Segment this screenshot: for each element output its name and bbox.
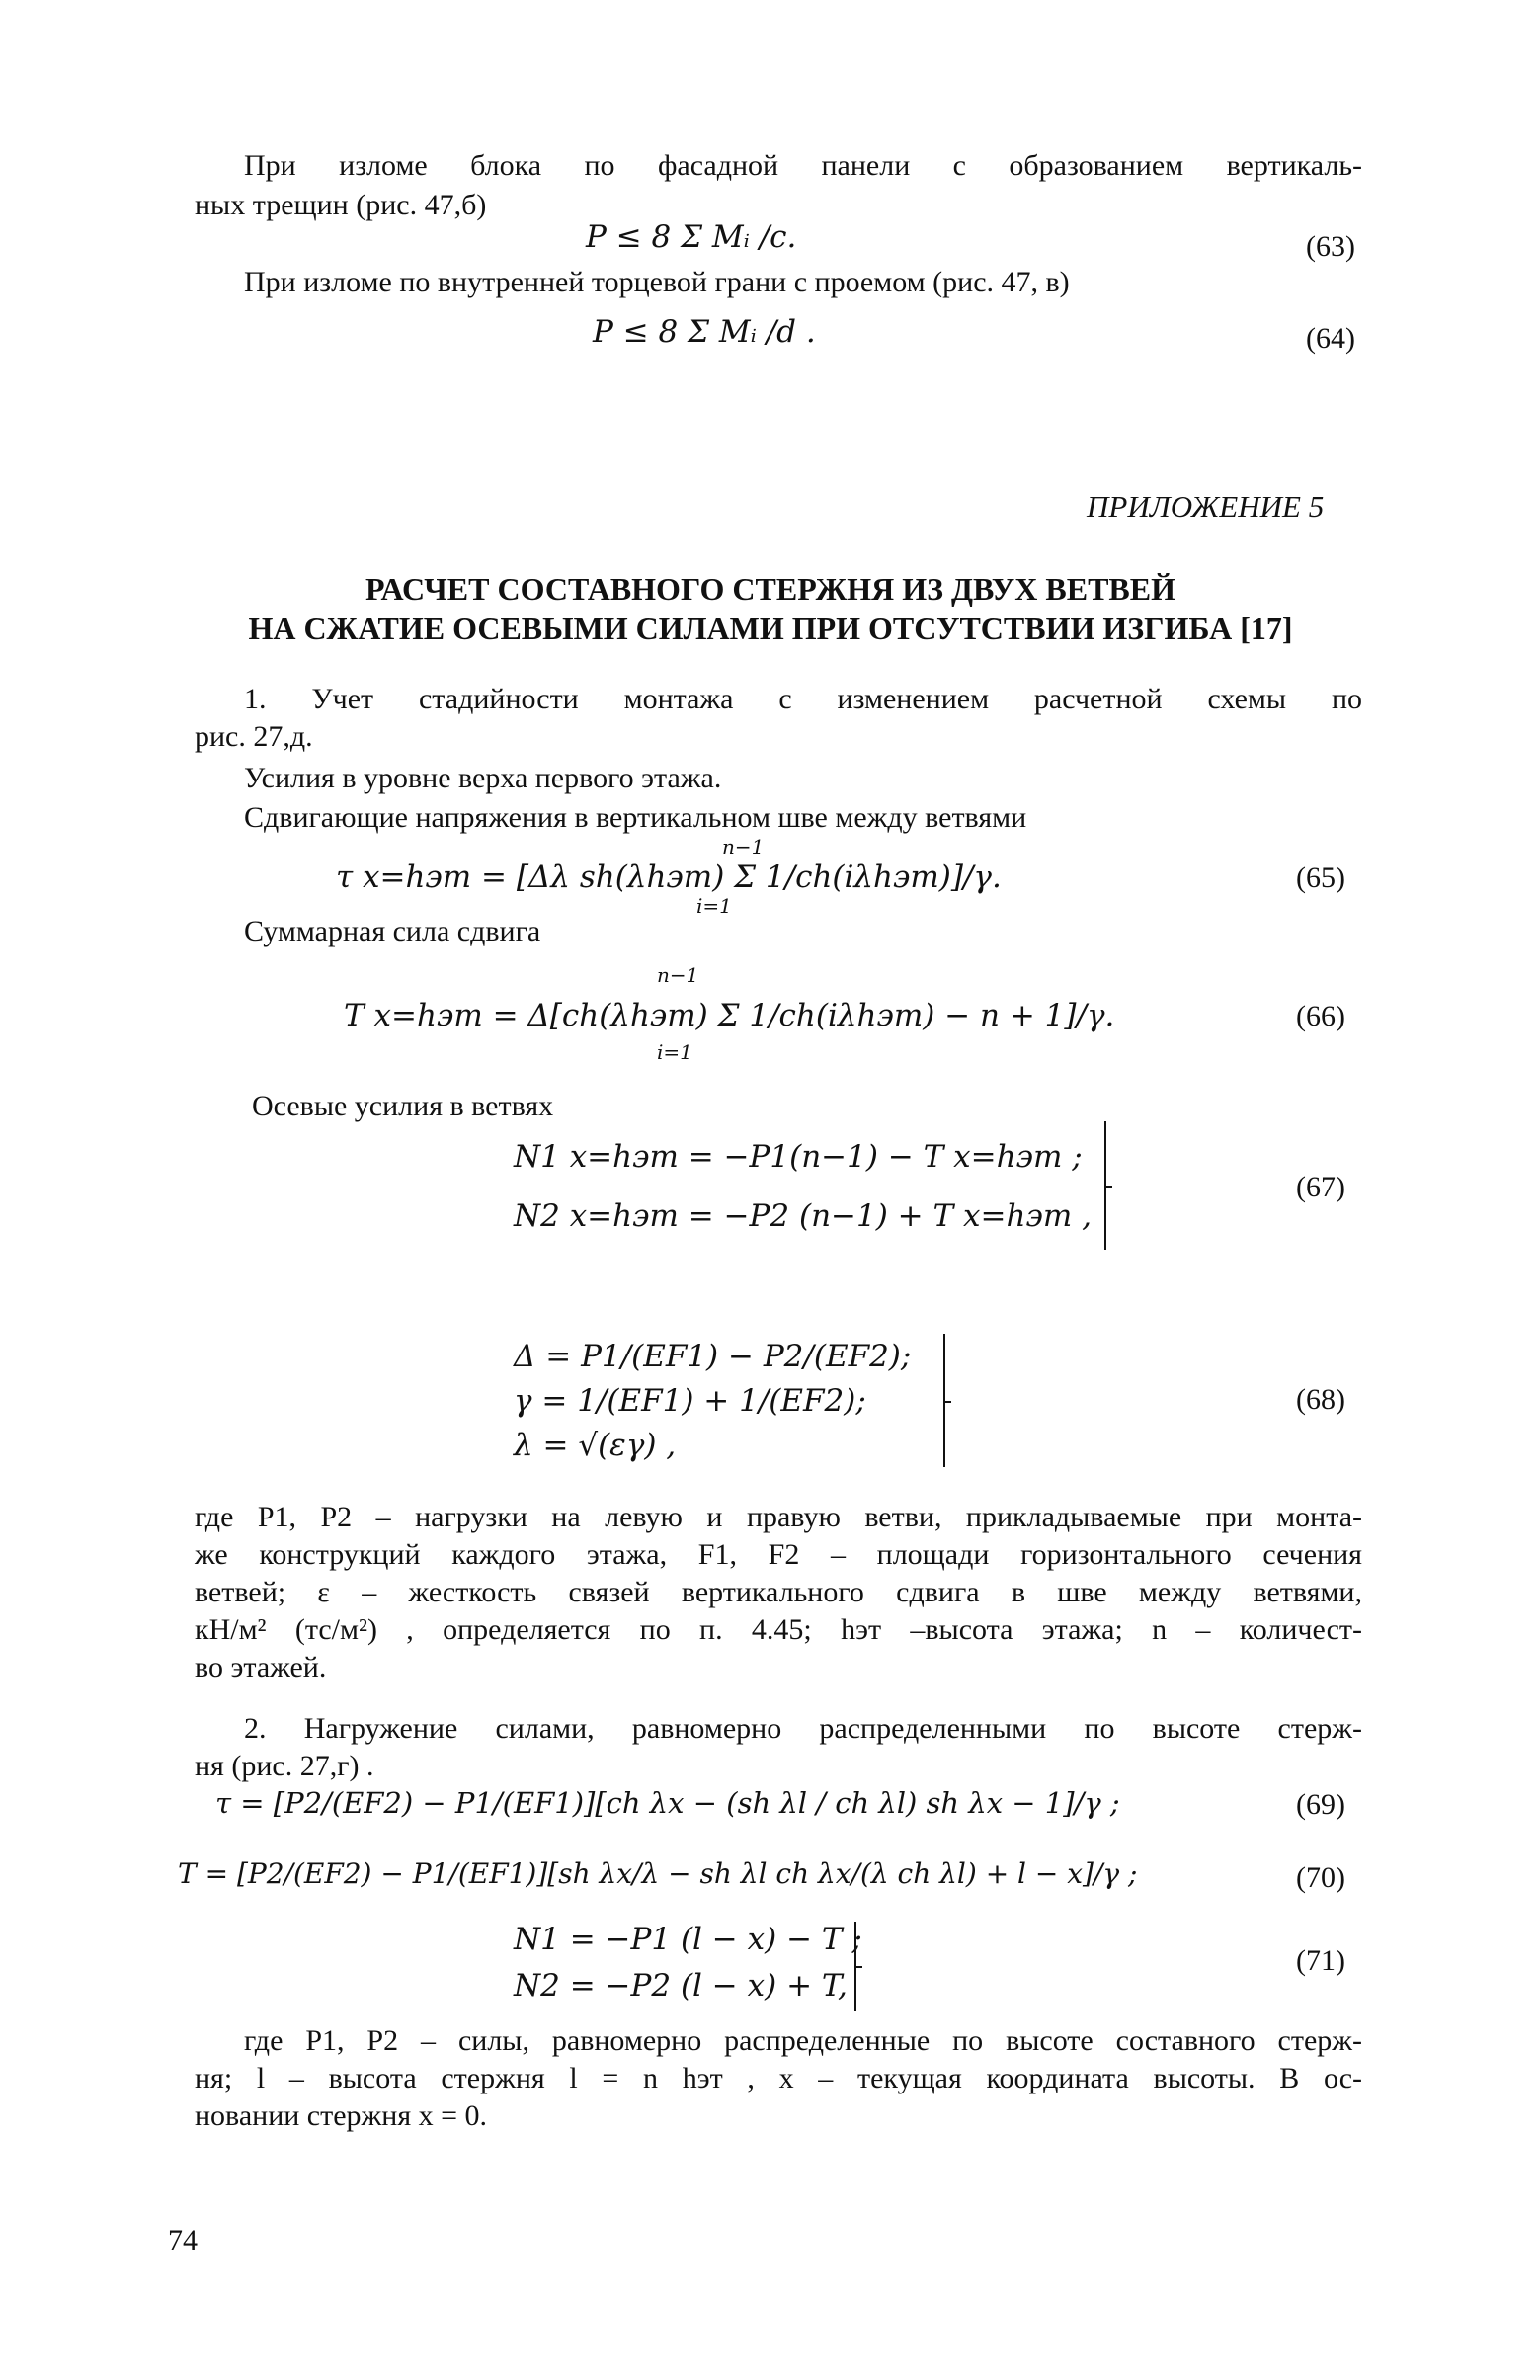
paragraph-line: При изломе по внутренней торцевой грани с проемом (рис. 47, в) — [244, 266, 1070, 298]
formula-67a: N1 x=hэт = −P1(n−1) − T x=hэт ; — [514, 1139, 1083, 1175]
paragraph-line: Суммарная сила сдвига — [244, 915, 541, 947]
appendix-label: ПРИЛОЖЕНИЕ 5 — [1087, 489, 1325, 524]
sum-lower-limit: i=1 — [696, 894, 732, 918]
page-number: 74 — [168, 2224, 198, 2257]
equation-number: (70) — [1296, 1861, 1345, 1894]
equation-number: (64) — [1306, 322, 1355, 355]
formula-68c: λ = √(εγ) , — [514, 1428, 677, 1463]
paragraph-line: При изломе блока по фасадной панели с образованием вертикаль- — [244, 149, 1362, 182]
formula-68a: Δ = P1/(EF1) − P2/(EF2); — [514, 1339, 912, 1374]
equation-number: (71) — [1296, 1944, 1345, 1977]
formula-71a: N1 = −P1 (l − x) − T ; — [514, 1922, 862, 1957]
paragraph-line: новании стержня x = 0. — [195, 2099, 488, 2132]
formula-63: P ≤ 8 Σ Mᵢ /c. — [586, 219, 797, 255]
right-brace — [845, 1922, 856, 2011]
paragraph-line: ня (рис. 27,г) . — [195, 1750, 374, 1782]
paragraph-line: где P1, P2 – силы, равномерно распределенные по высоте составного стерж- — [244, 2024, 1362, 2057]
paragraph-line: Сдвигающие напряжения в вертикальном шве между ветвями — [244, 801, 1027, 834]
paragraph-line: во этажей. — [195, 1651, 327, 1683]
right-brace — [1094, 1121, 1106, 1250]
appendix-title: РАСЧЕТ СОСТАВНОГО СТЕРЖНЯ ИЗ ДВУХ ВЕТВЕЙ — [365, 571, 1175, 607]
paragraph-line: где P1, P2 – нагрузки на левую и правую ветви, прикладываемые при монта- — [195, 1501, 1362, 1533]
equation-number: (69) — [1296, 1788, 1345, 1821]
paragraph-line: ветвей; ε – жесткость связей вертикального сдвига в шве между ветвями, — [195, 1576, 1362, 1608]
paragraph-line: 2. Нагружение силами, равномерно распределенными по высоте стерж- — [244, 1712, 1362, 1745]
formula-71b: N2 = −P2 (l − x) + T, — [514, 1968, 848, 2004]
sum-lower-limit: i=1 — [657, 1040, 692, 1064]
equation-number: (68) — [1296, 1383, 1345, 1416]
appendix-title: НА СЖАТИЕ ОСЕВЫМИ СИЛАМИ ПРИ ОТСУТСТВИИ ИЗГИБА [17] — [248, 611, 1293, 646]
paragraph-line: ных трещин (рис. 47,б) — [195, 189, 487, 221]
paragraph-line: ня; l – высота стержня l = n hэт , x – текущая координата высоты. В ос- — [195, 2062, 1362, 2094]
formula-64: P ≤ 8 Σ Mᵢ /d . — [593, 314, 816, 350]
formula-65: τ x=hэт = [Δλ sh(λhэт) Σ 1/ch(iλhэт)]/γ. — [336, 860, 1002, 895]
sum-upper-limit: n−1 — [722, 835, 765, 859]
paragraph-line: Осевые усилия в ветвях — [252, 1090, 554, 1122]
equation-number: (63) — [1306, 230, 1355, 263]
formula-70: T = [P2/(EF2) − P1/(EF1)][sh λx/λ − sh λl ch λx/(λ ch λl) + l − x]/γ ; — [178, 1857, 1138, 1890]
sum-upper-limit: n−1 — [657, 963, 699, 987]
paragraph-line: же конструкций каждого этажа, F1, F2 – площади горизонтального сечения — [195, 1538, 1362, 1571]
paragraph-line: рис. 27,д. — [195, 720, 313, 753]
formula-66: T x=hэт = Δ[ch(λhэт) Σ 1/ch(iλhэт) − n + 1]/γ. — [344, 998, 1115, 1033]
right-brace — [933, 1334, 945, 1467]
formula-67b: N2 x=hэт = −P2 (n−1) + T x=hэт , — [514, 1198, 1092, 1234]
formula-69: τ = [P2/(EF2) − P1/(EF1)][ch λx − (sh λl / ch λl) sh λx − 1]/γ ; — [215, 1786, 1120, 1820]
equation-number: (65) — [1296, 862, 1345, 894]
paragraph-line: Усилия в уровне верха первого этажа. — [244, 762, 722, 794]
equation-number: (67) — [1296, 1171, 1345, 1203]
formula-68b: γ = 1/(EF1) + 1/(EF2); — [514, 1383, 866, 1419]
equation-number: (66) — [1296, 1000, 1345, 1032]
paragraph-line: кН/м² (тс/м²) , определяется по п. 4.45; hэт –высота этажа; n – количест- — [195, 1613, 1362, 1646]
paragraph-line: 1. Учет стадийности монтажа с изменением расчетной схемы по — [244, 683, 1362, 715]
